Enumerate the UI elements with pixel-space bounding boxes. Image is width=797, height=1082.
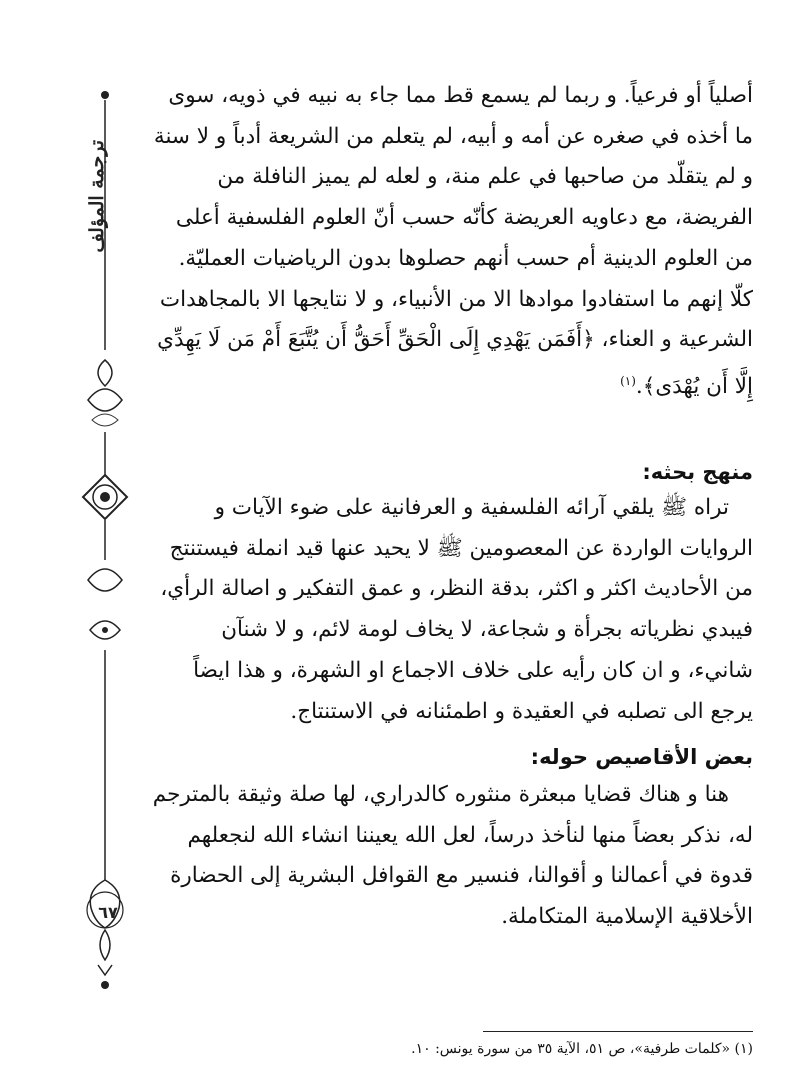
- section-body-anecdotes: [150, 775, 753, 938]
- section-heading-method: منهج بحثه:: [642, 460, 753, 484]
- intro-paragraph: [150, 76, 753, 408]
- intro-text: أصلياً أو فرعياً. و ربما لم يسمع قط مما جاء به نبيه في ذويه، سوى ما أخذه في صغره عن أمه و أبيه، لم يتعلم من الشريعة أدباً و لا سنة و لم يتقلّد من صاحبها في علم منة، و لعله لم يميز النافلة من الفريضة، مع دعاويه العريضة كأنّه حسب أنّ العلوم الفلسفية أعلى من العلوم الدينية أم حسب أنهم حصلوها بدون الرياضيات العمليّة. كلّا إنهم ما استفادوا موادها الا من الأنبياء، و لا نتايجها الا بالمجاهدات الشرعية و العناء، ﴿أَفَمَن يَهْدِي إِلَى الْحَقِّ أَحَقُّ أَن يُتَّبَعَ أَمْ مَن لَا يَهِدِّي إِلَّا أَن يُهْدَى﴾.: [153, 83, 753, 400]
- footnote: (١) «كلمات طرفية»، ص ٥١، الآية ٣٥ من سورة يونس: ١٠.: [411, 1041, 753, 1057]
- running-title: ترجمة المؤلف: [86, 140, 108, 253]
- anecdotes-text: هنا و هناك قضايا مبعثرة منثوره كالدراري، لها صلة وثيقة بالمترجم له، نذكر بعضاً منها لنأخذ درساً، لعل الله يعيننا انشاء الله لنجعلهم قدوة في أعمالنا و أقوالنا، فنسير مع القوافل البشرية إلى الحضارة الأخلاقية الإسلامية المتكاملة.: [152, 782, 753, 930]
- section-body-method: [150, 488, 753, 732]
- footnote-marker: (١): [620, 373, 636, 388]
- method-text: تراه ﷺ يلقي آرائه الفلسفية و العرفانية على ضوء الآيات و الروايات الواردة عن المعصومين ﷺ لا يحيد عنها قيد انملة فيستنتج من الأحاديث اكثر و اكثر، بدقة النظر، و عمق التفكير و اصالة الرأي، فيبدي نظرياته بجرأة و شجاعة، لا يخاف لومة لائم، و لا شنآن شانيء، و ان كان رأيه على خلاف الاجماع او الشهرة، و هذا ايضاً يرجع الى تصلبه في العقيدة و اطمئنانه في الاستنتاج.: [160, 495, 753, 724]
- page-number: ٦٧: [98, 903, 118, 922]
- footnote-divider: [483, 1031, 753, 1032]
- section-heading-anecdotes: بعض الأقاصيص حوله:: [530, 745, 753, 769]
